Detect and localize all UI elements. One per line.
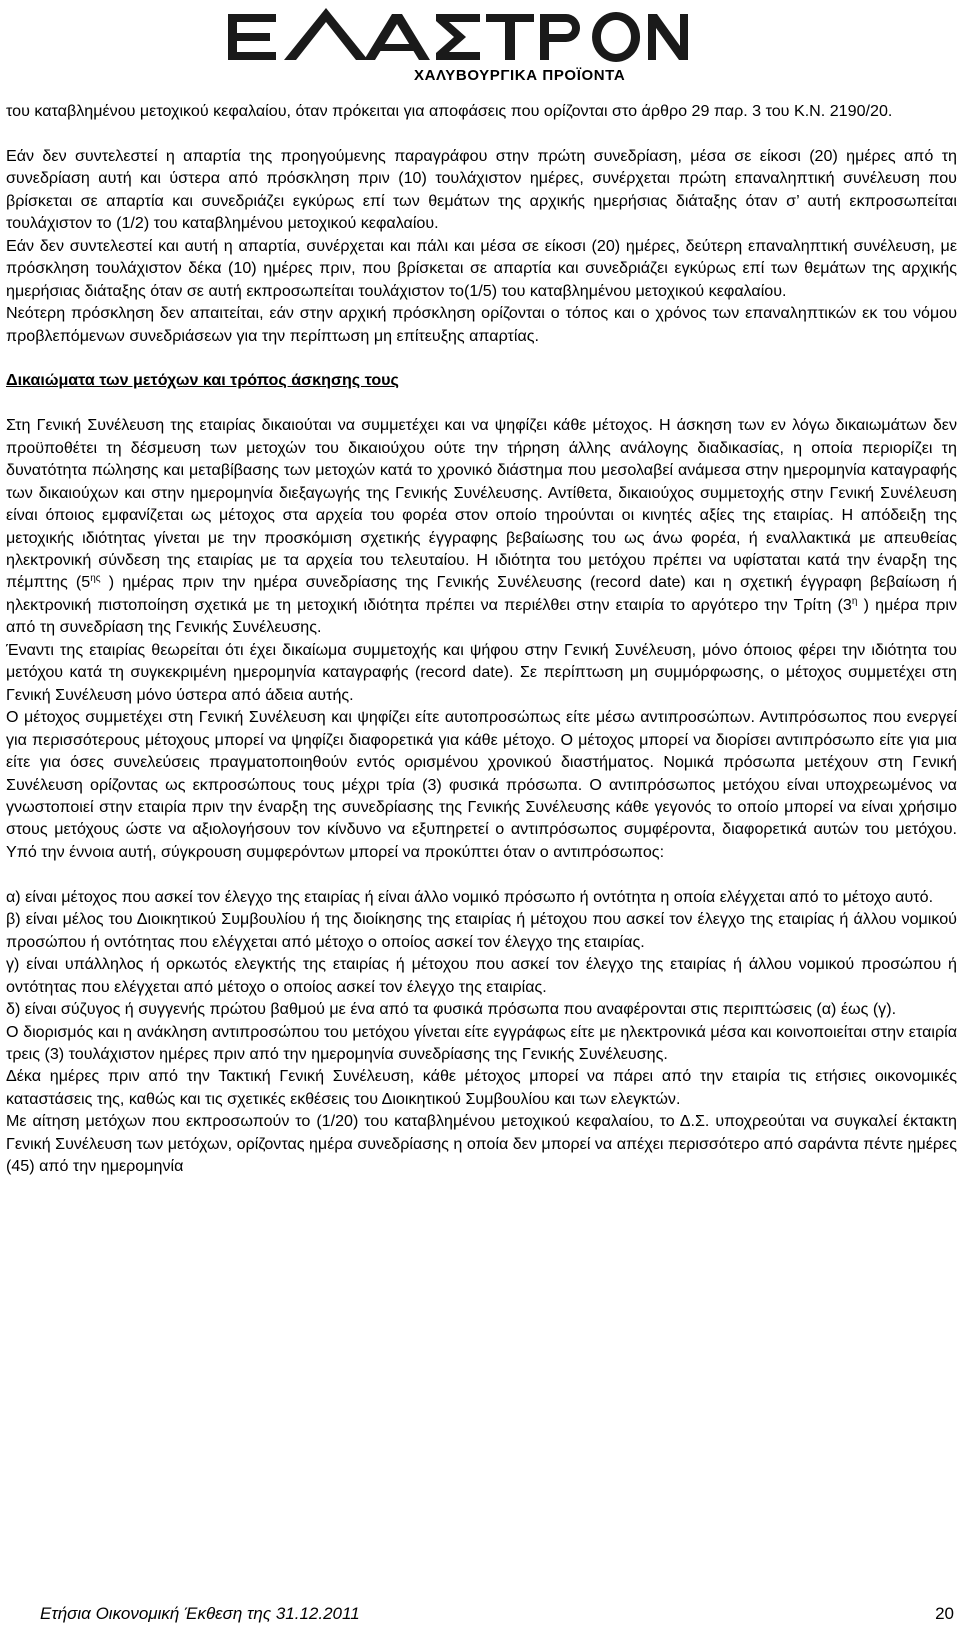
paragraph-gap xyxy=(6,347,957,369)
paragraph-gap xyxy=(6,392,957,414)
logo-subtitle: ΧΑΛΥΒΟΥΡΓΙΚΑ ΠΡΟΪΟΝΤΑ xyxy=(414,67,626,84)
paragraph-proxy-representation: Ο μέτοχος συμμετέχει στη Γενική Συνέλευση και ψηφίζει είτε αυτοπροσώπως είτε μέσω αντιπροσώπων. Αντιπρόσωπος που ενεργεί για περισσότερους μέτοχους μπορεί να ψηφίζει διαφορετικά για κάθε μέτοχο. Ο μέτοχος μπορεί να διορίσει αντιπρόσωπο είτε για μια είτε για όσες συνελεύσεις πραγματοποιηθούν εντός ορισμένου χρονικού διαστήματος. Νομικά πρόσωπα μετέχουν στη Γενική Συνέλευση ορίζοντας ως εκπροσώπους τους μέχρι τρία (3) φυσικά πρόσωπα. Ο αντιπρόσωπος μετόχου είναι υποχρεωμένος να γνωστοποιεί στην εταιρία πριν την έναρξη της συνεδρίασης της Γενικής Συνέλευσης κάθε γεγονός το οποίο μπορεί να είναι χρήσιμο στους μετόχους ώστε να αξιολογήσουν τον κίνδυνο να εξυπηρετεί ο αντιπρόσωπος συμφέροντα, διαφορετικά αυτών του μετόχου. Υπό την έννοια αυτή, σύγκρουση συμφερόντων μπορεί να προκύπτει όταν ο αντιπρόσωπος: xyxy=(6,708,957,861)
ordinal-superscript: η xyxy=(851,595,858,607)
ordinal-superscript: ης xyxy=(90,573,101,585)
list-item-d: δ) είναι σύζυγος ή συγγενής πρώτου βαθμού με ένα από τα φυσικά πρόσωπα που αναφέρονται στις περιπτώσεις (α) έως (γ). xyxy=(6,1000,897,1019)
paragraph-first-repeat-meeting: Εάν δεν συντελεστεί η απαρτία της προηγούμενης παραγράφου στην πρώτη συνεδρίαση, μέσα σε είκοσι (20) ημέρες από τη συνεδρίαση αυτή και ύστερα από πρόσκληση πριν (10) τουλάχιστον ημέρες, συνέρχεται πρώτη επαναληπτική συνέλευση που βρίσκεται σε απαρτία και συνεδριάζει εγκύρως επί των θεμάτων της αρχικής ημερήσιας διάταξης όταν σ’ αυτή εκπροσωπείται τουλάχιστον το (1/2) του καταβλημένου μετοχικού κεφαλαίου. xyxy=(6,146,957,233)
section-heading: Δικαιώματα των μετόχων και τρόπος άσκησης τους xyxy=(6,371,399,390)
paragraph-gap xyxy=(6,122,957,144)
rights-text-part-2: ) ημέρας πριν την ημέρα συνεδρίασης της Γενικής Συνέλευσης (record date) και η σχετική έγγραφη βεβαίωση ή ηλεκτρονική πιστοποίηση σχετικά με τη μετοχική ιδιότητα πρέπει να περιέλθει στην εταιρία το αργότερο την Τρίτη (3 xyxy=(6,573,957,614)
company-logo xyxy=(228,4,688,84)
paragraph-proxy-appointment: Ο διορισμός και η ανάκληση αντιπροσώπου του μετόχου γίνεται είτε εγγράφως είτε με ηλεκτρονικά μέσα και κοινοποιείται στην εταιρία τρεις (3) τουλάχιστον ημέρες πριν από την ημερομηνία συνεδρίασης της Γενικής Συνέλευσης. xyxy=(6,1022,957,1063)
paragraph-no-new-invitation: Νεότερη πρόσκληση δεν απαιτείται, εάν στην αρχική πρόσκληση ορίζονται ο τόπος και ο χρόνος των επαναληπτικών εκ του νόμου προβλεπόμενων συνεδριάσεων για την περίπτωση μη επίτευξης απαρτίας. xyxy=(6,304,957,345)
page-footer xyxy=(40,1604,954,1628)
logo-wordmark-icon xyxy=(228,4,688,66)
paragraph-shareholder-rights xyxy=(6,414,957,639)
list-item-b: β) είναι μέλος του Διοικητικού Συμβουλίου ή της διοίκησης της εταιρίας ή μέτοχου που ασκεί τον έλεγχο της εταιρίας ή άλλου νομικού προσώπου ή οντότητας που ελέγχεται από μέτοχο ο οποίος ασκεί τον έλεγχο της εταιρίας. xyxy=(6,910,957,951)
paragraph-extraordinary-meeting: Με αίτηση μετόχων που εκπροσωπούν το (1/20) του καταβλημένου μετοχικού κεφαλαίου, το Δ.Σ. υποχρεούται να συγκαλεί έκτακτη Γενική Συνέλευση των μετόχων, ορίζοντας ημέρα συνεδρίασης η οποία δεν μπορεί να απέχει περισσότερο από σαράντα πέντε ημέρες (45) από την ημερομηνία xyxy=(6,1112,957,1176)
list-item-c: γ) είναι υπάλληλος ή ορκωτός ελεγκτής της εταιρίας ή μέτοχου που ασκεί τον έλεγχο της εταιρίας ή άλλου νομικού προσώπου ή οντότητας που ελέγχεται από μέτοχο ο οποίος ασκεί τον έλεγχο της εταιρίας. xyxy=(6,955,957,996)
paragraph-record-date: Έναντι της εταιρίας θεωρείται ότι έχει δικαίωμα συμμετοχής και ψήφου στην Γενική Συνέλευση, μόνο όποιος φέρει την ιδιότητα του μετόχου κατά τη συγκεκριμένη ημερομηνία καταγραφής (record date). Σε περίπτωση μη συμμόρφωσης, ο μέτοχος συμμετέχει στη Γενική Συνέλευση μόνο ύστερα από άδεια αυτής. xyxy=(6,640,957,704)
paragraph-annual-statements: Δέκα ημέρες πριν από την Τακτική Γενική Συνέλευση, κάθε μέτοχος μπορεί να πάρει από την εταιρία τις ετήσιες οικονομικές καταστάσεις της, καθώς και τις σχετικές εκθέσεις του Διοικητικού Συμβουλίου και των ελεγκτών. xyxy=(6,1067,957,1108)
paragraph-second-repeat-meeting: Εάν δεν συντελεστεί και αυτή η απαρτία, συνέρχεται και πάλι και μέσα σε είκοσι (20) ημέρες, δεύτερη επαναληπτική συνέλευση, με πρόσκληση τουλάχιστον δέκα (10) ημέρες πριν, που βρίσκεται σε απαρτία και συνεδριάζει εγκύρως επί των θεμάτων της αρχικής ημερήσιας διάταξης όταν σε αυτή εκπροσωπείται τουλάχιστον το(1/5) του καταβλημένου μετοχικού κεφαλαίου. xyxy=(6,236,957,300)
rights-text-part-1: Στη Γενική Συνέλευση της εταιρίας δικαιούται να συμμετέχει και να ψηφίζει κάθε μέτοχος. Η άσκηση των εν λόγω δικαιωμάτων δεν προϋποθέτει τη δέσμευση των μετοχών του δικαιούχου ούτε την τήρηση άλλης ανάλογης διαδικασίας, η οποία περιορίζει τη δυνατότητα πώλησης και μεταβίβασης των μετοχών κατά το χρονικό διάστημα που μεσολαβεί ανάμεσα στην ημερομηνία καταγραφής των δικαιούχων και στην ημερομηνία διεξαγωγής της Γενικής Συνέλευσης. Αντίθετα, δικαιούχος συμμετοχής στην Γενική Συνέλευση είναι όποιος εμφανίζεται ως μέτοχος στα αρχεία του φορέα στον οποίο τηρούνται οι κινητές αξίες της εταιρίας. Η απόδειξη της μετοχικής ιδιότητας γίνεται με την προσκόμιση σχετικής έγγραφης βεβαίωσης του ως άνω φορέα, ή εναλλακτικά με απευθείας ηλεκτρονική σύνδεση της εταιρίας με τα αρχεία του τελευταίου. Η ιδιότητα του μετόχου πρέπει να υφίσταται κατά την έναρξη της πέμπτης (5 xyxy=(6,416,957,592)
paragraph-quorum-continuation: του καταβλημένου μετοχικού κεφαλαίου, όταν πρόκειται για αποφάσεις που ορίζονται στο άρθρο 29 παρ. 3 του Κ.Ν. 2190/20. xyxy=(6,102,893,120)
list-item-a: α) είναι μέτοχος που ασκεί τον έλεγχο της εταιρίας ή είναι άλλο νομικό πρόσωπο ή οντότητα η οποία ελέγχεται από το μέτοχο αυτό. xyxy=(6,887,934,906)
document-body xyxy=(6,100,957,1178)
report-title: Ετήσια Οικονομική Έκθεση της 31.12.2011 xyxy=(40,1604,360,1623)
paragraph-gap xyxy=(6,863,957,885)
page-number: 20 xyxy=(935,1604,954,1623)
rights-text-part-3: ) ημέρα πριν από τη συνεδρίαση της Γενικής Συνέλευσης. xyxy=(6,595,957,637)
